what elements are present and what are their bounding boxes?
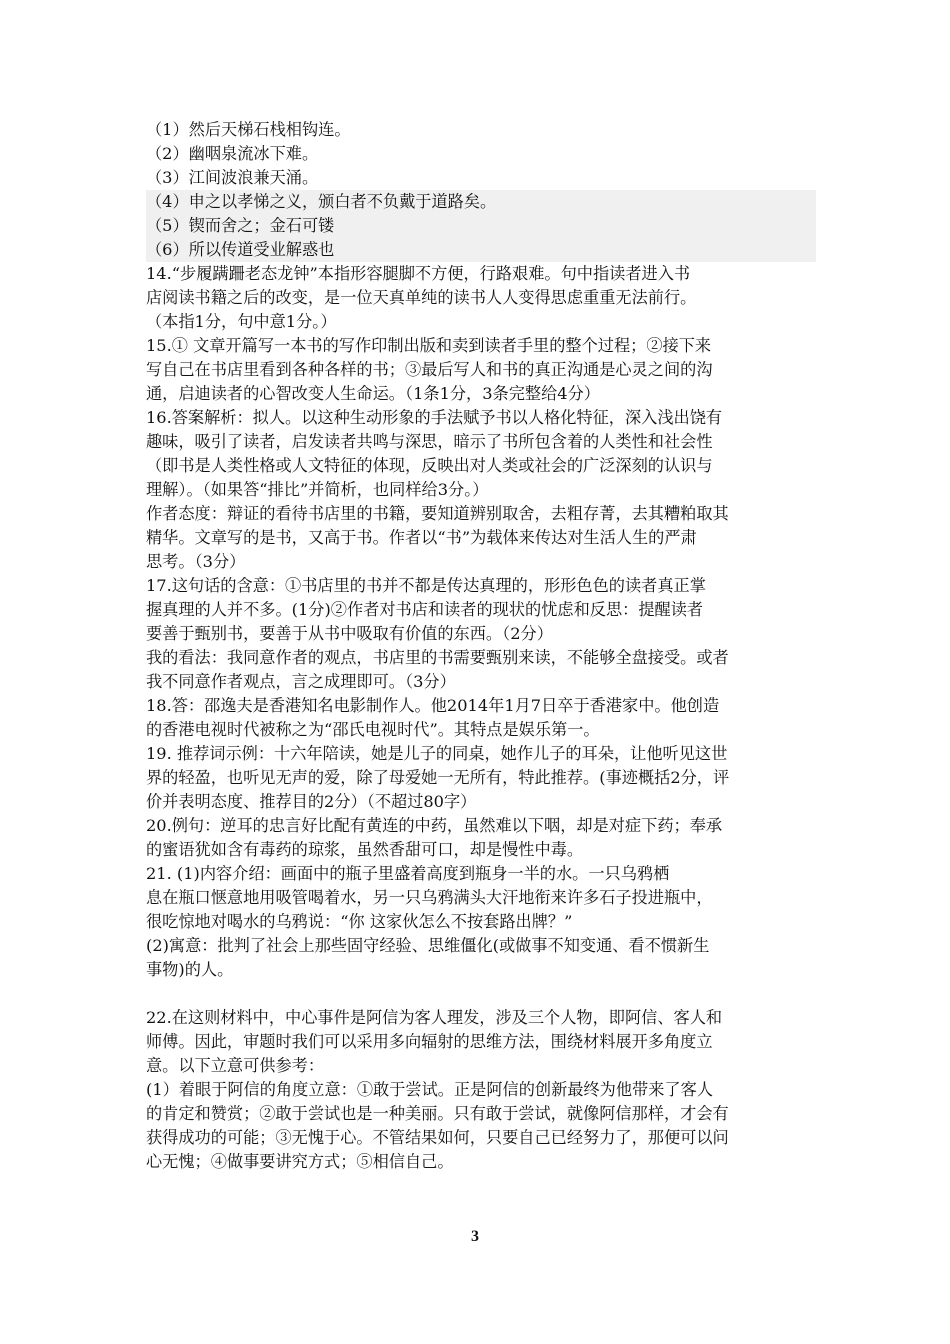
- text-line: 通，启迪读者的心智改变人生命运。（1条1分，3条完整给4分）: [146, 384, 600, 403]
- text-line: （5）锲而舍之；金石可镂: [146, 214, 816, 238]
- text-line: 14.“步履蹒跚老态龙钟”本指形容腿脚不方便，行路艰难。句中指读者进入书: [146, 264, 691, 283]
- text-line: (1）着眼于阿信的角度立意：①敢于尝试。正是阿信的创新最终为他带来了客人: [146, 1080, 713, 1099]
- text-line: 的肯定和赞赏；②敢于尝试也是一种美丽。只有敢于尝试，就像阿信那样，才会有: [146, 1104, 729, 1123]
- text-line: 趣味，吸引了读者，启发读者共鸣与深思，暗示了书所包含着的人类性和社会性: [146, 432, 713, 451]
- text-line: 22.在这则材料中，中心事件是阿信为客人理发，涉及三个人物，即阿信、客人和: [146, 1008, 723, 1027]
- text-line: 思考。（3分）: [146, 552, 246, 571]
- text-line: 很吃惊地对喝水的乌鸦说：“你 这家伙怎么不按套路出牌？”: [146, 912, 573, 931]
- text-line: 事物)的人。: [146, 960, 234, 979]
- text-line: （4）申之以孝悌之义，颁白者不负戴于道路矣。: [146, 190, 816, 214]
- text-line: （即书是人类性格或人文特征的体现，反映出对人类或社会的广泛深刻的认识与: [146, 456, 713, 475]
- text-line: （2）幽咽泉流冰下难。: [146, 144, 319, 163]
- text-line: 作者态度：辩证的看待书店里的书籍，要知道辨别取舍，去粗存菁，去其糟粕取其: [146, 504, 729, 523]
- text-line: 的蜜语犹如含有毒药的琼浆，虽然香甜可口，却是慢性中毒。: [146, 840, 584, 859]
- text-line: 息在瓶口惬意地用吸管喝着水，另一只乌鸦满头大汗地衔来许多石子投进瓶中，: [146, 888, 713, 907]
- text-line: 心无愧；④做事要讲究方式；⑤相信自己。: [146, 1152, 454, 1171]
- answer-text-body: [146, 118, 816, 1174]
- text-line: 21. (1)内容介绍：画面中的瓶子里盛着高度到瓶身一半的水。一只乌鸦栖: [146, 864, 670, 883]
- text-line: 20.例句：逆耳的忠言好比配有黄连的中药，虽然难以下咽，却是对症下药；奉承: [146, 816, 723, 835]
- text-line: 师傅。因此，审题时我们可以采用多向辐射的思维方法，围绕材料展开多角度立: [146, 1032, 713, 1051]
- text-line: 写自己在书店里看到各种各样的书；③最后写人和书的真正沟通是心灵之间的沟: [146, 360, 713, 379]
- text-line: 19. 推荐词示例：十六年陪读，她是儿子的同桌，她作儿子的耳朵，让他听见这世: [146, 744, 728, 763]
- text-line: 店阅读书籍之后的改变，是一位天真单纯的读书人人变得思虑重重无法前行。: [146, 288, 697, 307]
- text-line: 我的看法：我同意作者的观点，书店里的书需要甄别来读，不能够全盘接受。或者: [146, 648, 729, 667]
- text-line: 16.答案解析：拟人。以这种生动形象的手法赋予书以人格化特征，深入浅出饶有: [146, 408, 723, 427]
- text-line: 获得成功的可能；③无愧于心。不管结果如何，只要自己已经努力了，那便可以问: [146, 1128, 729, 1147]
- page-number: 3: [471, 1228, 479, 1245]
- text-line: 价并表明态度、推荐目的2分）（不超过80字）: [146, 792, 477, 811]
- text-line: 界的轻盈，也听见无声的爱，除了母爱她一无所有，特此推荐。(事迹概括2分，评: [146, 768, 730, 787]
- text-line: 精华。文章写的是书，又高于书。作者以“书”为载体来传达对生活人生的严肃: [146, 528, 697, 547]
- text-line: （3）江间波浪兼天涌。: [146, 168, 319, 187]
- text-line: （本指1分，句中意1分。）: [146, 312, 337, 331]
- blank-line: [146, 982, 816, 1006]
- text-line: 理解）。（如果答“排比”并简析，也同样给3分。）: [146, 480, 489, 499]
- text-line: 要善于甄别书，要善于从书中吸取有价值的东西。（2分）: [146, 624, 553, 643]
- text-line: （6）所以传道受业解惑也: [146, 238, 816, 262]
- text-line: 17.这句话的含意：①书店里的书并不都是传达真理的，形形色色的读者真正掌: [146, 576, 706, 595]
- text-line: 握真理的人并不多。(1分)②作者对书店和读者的现状的忧虑和反思：提醒读者: [146, 600, 704, 619]
- text-line: (2)寓意：批判了社会上那些固守经验、思维僵化(或做事不知变通、看不惯新生: [146, 936, 710, 955]
- text-line: 意。以下立意可供参考：: [146, 1056, 325, 1075]
- text-line: 我不同意作者观点，言之成理即可。（3分）: [146, 672, 456, 691]
- text-line: 15.① 文章开篇写一本书的写作印制出版和卖到读者手里的整个过程；②接下来: [146, 336, 712, 355]
- text-line: 18.答：邵逸夫是香港知名电影制作人。他2014年1月7日卒于香港家中。他创造: [146, 696, 720, 715]
- text-line: 的香港电视时代被称之为“邵氏电视时代”。其特点是娱乐第一。: [146, 720, 600, 739]
- text-line: （1）然后天梯石栈相钩连。: [146, 120, 351, 139]
